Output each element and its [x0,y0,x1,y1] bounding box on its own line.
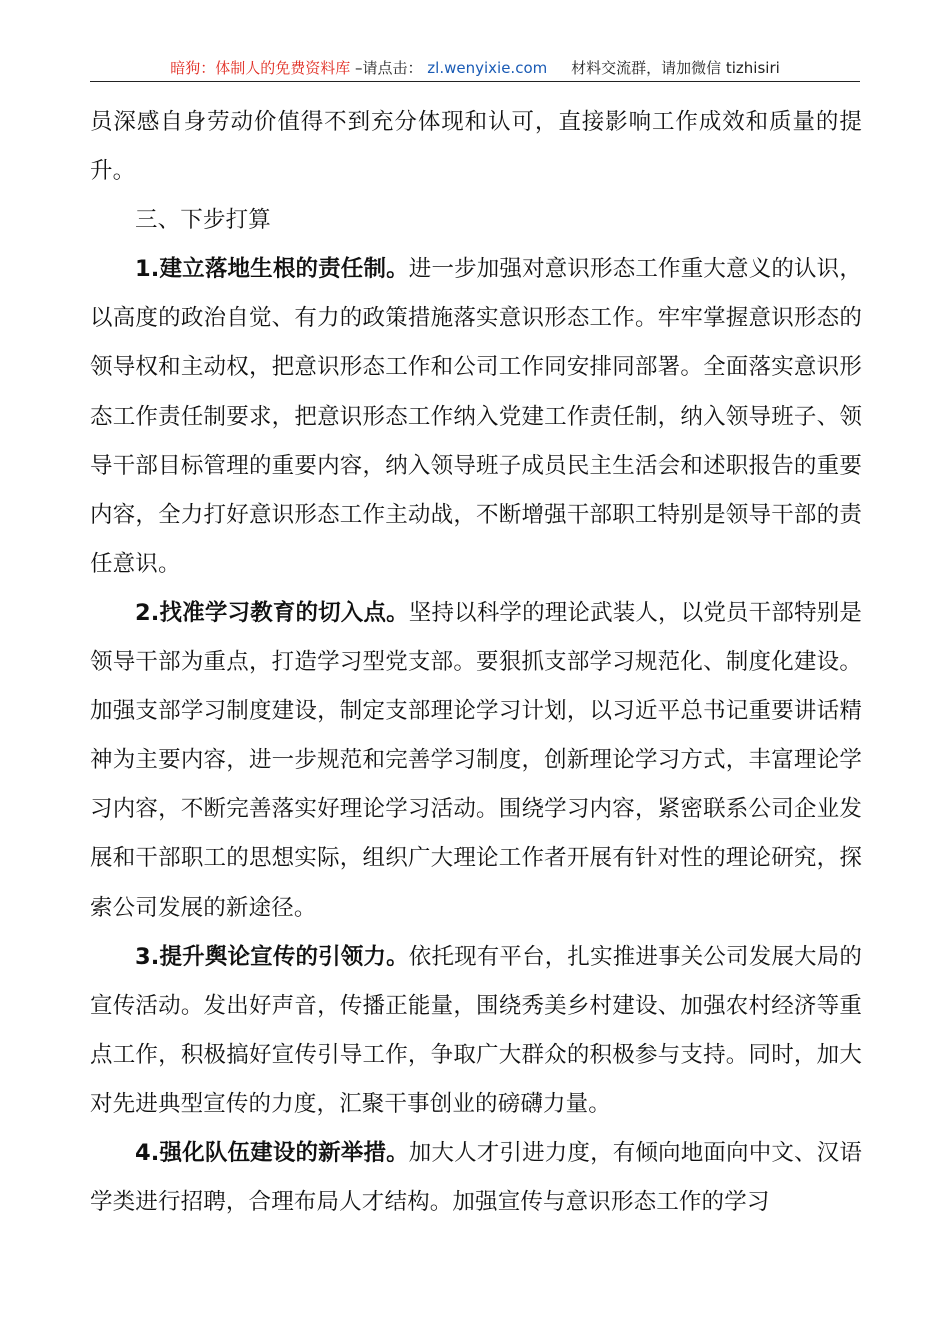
page-header [90,56,860,80]
continuation-paragraph: 员深感自身劳动价值得不到充分体现和认可，直接影响工作成效和质量的提升。 [90,109,862,185]
header-divider [90,81,860,82]
item-text-2: 坚持以科学的理论武装人，以党员干部特别是领导干部为重点，打造学习型党支部。要狠抓支部学习规范化、制度化建设。加强支部学习制度建设，制定支部理论学习计划，以习近平总书记重要讲话精神为主要内容，进一步规范和完善学习制度，创新理论学习方式，丰富理论学习内容，不断完善落实好理论学习活动。围绕学习内容，紧密联系公司企业发展和干部职工的思想实际，组织广大理论工作者开展有针对性的理论研究，探索公司发展的新途径。 [90,599,862,921]
section-heading: 三、下步打算 [135,207,271,234]
item-paragraph-2 [90,589,862,933]
item-paragraph-4 [90,1129,862,1227]
item-text-3: 依托现有平台，扎实推进事关公司发展大局的宣传活动。发出好声音，传播正能量，围绕秀美乡村建设、加强农村经济等重点工作，积极搞好宣传引导工作，争取广大群众的积极参与支持。同时，加大对先进典型宣传的力度，汇聚干事创业的磅礴力量。 [90,943,862,1117]
item-title-3: 3.提升舆论宣传的引领力。 [135,943,409,970]
item-title-2: 2.找准学习教育的切入点。 [135,599,409,626]
header-group-text: 材料交流群，请加微信 tizhisiri [571,59,780,77]
item-title-1: 1.建立落地生根的责任制。 [135,256,409,283]
item-text-1: 进一步加强对意识形态工作重大意义的认识，以高度的政治自觉、有力的政策措施落实意识形态工作。牢牢掌握意识形态的领导权和主动权，把意识形态工作和公司工作同安排同部署。全面落实意识形态工作责任制要求，把意识形态工作纳入党建工作责任制，纳入领导班子、领导干部目标管理的重要内容，纳入领导班子成员民主生活会和述职报告的重要内容，全力打好意识形态工作主动战，不断增强干部职工特别是领导干部的责任意识。 [90,256,862,577]
item-text-4: 加大人才引进力度，有倾向地面向中文、汉语学类进行招聘，合理布局人才结构。加强宣传与意识形态工作的学习 [90,1139,862,1216]
header-link[interactable]: zl.wenyixie.com [427,59,548,77]
header-brand: 暗狗：体制人的免费资料库 [170,59,351,77]
item-paragraph-3 [90,933,862,1129]
document-body [90,98,862,1227]
item-paragraph-1 [90,245,862,589]
item-title-4: 4.强化队伍建设的新举措。 [135,1139,409,1166]
header-click-prefix: –请点击： [355,59,423,77]
